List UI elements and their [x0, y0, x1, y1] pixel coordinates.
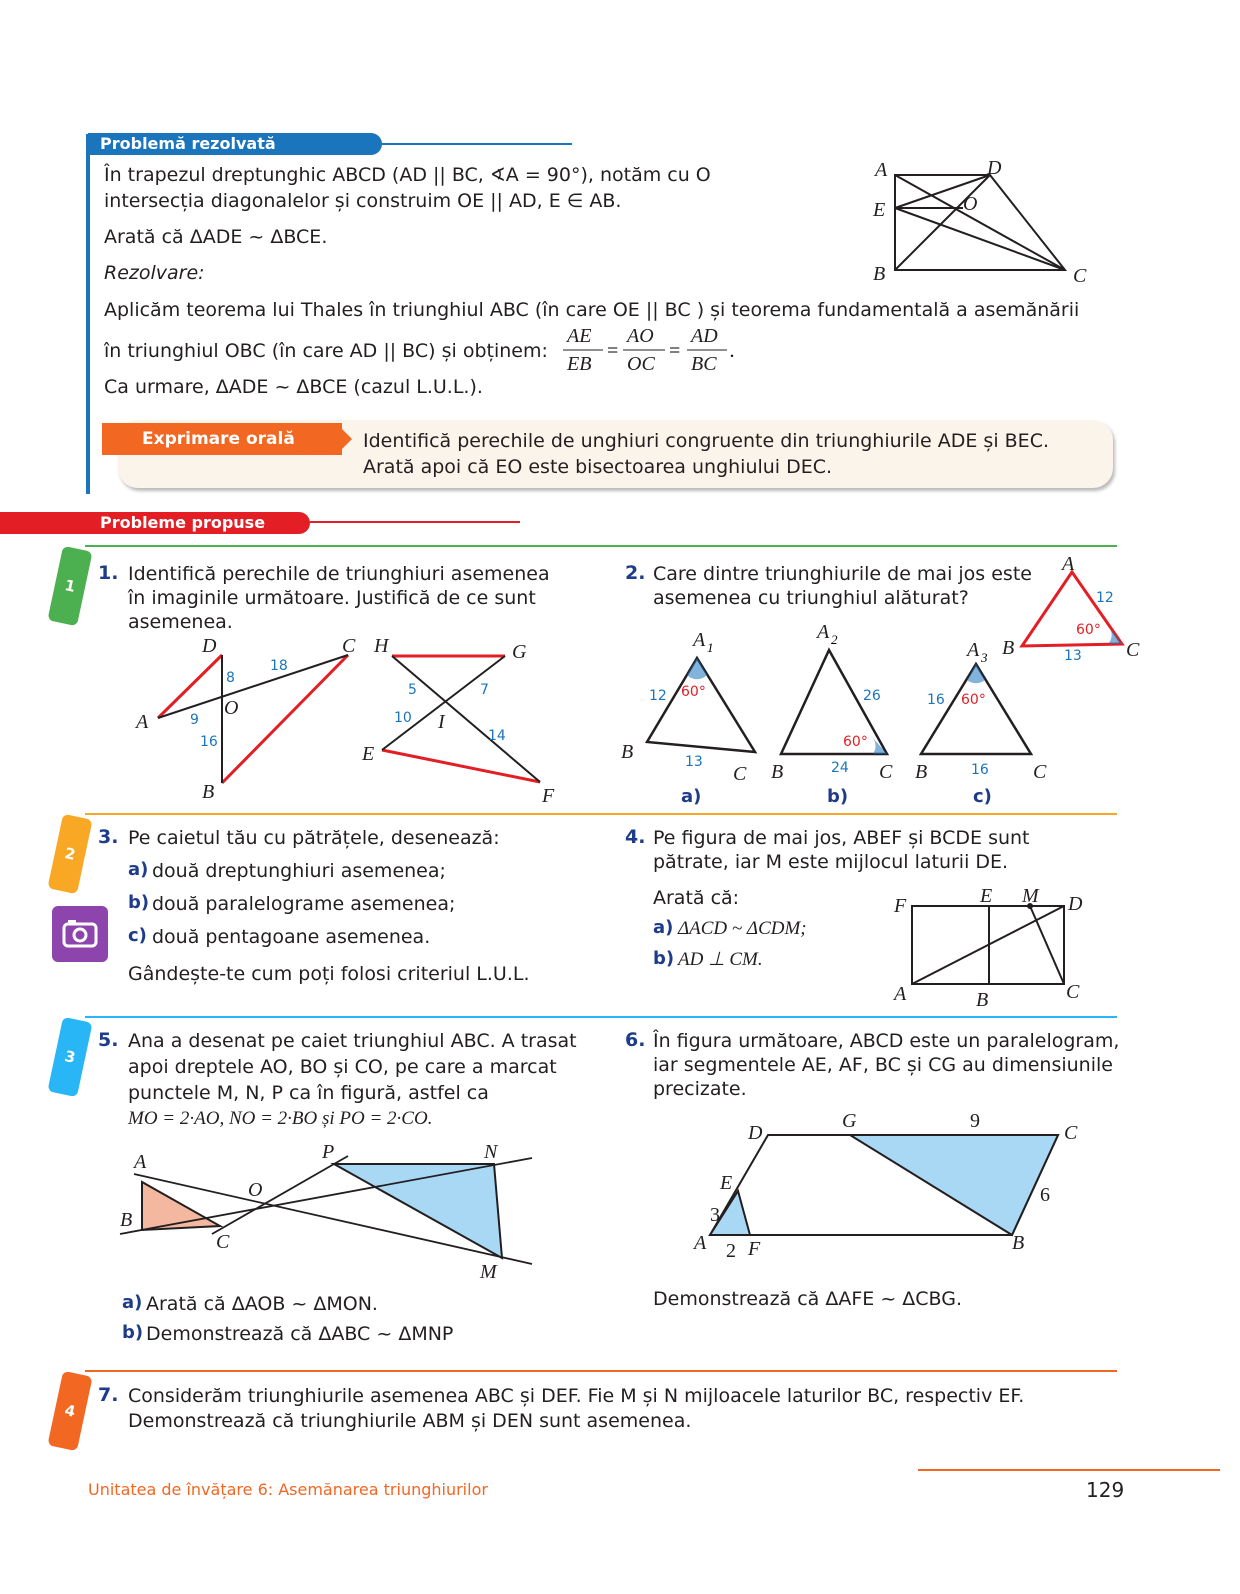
- p2-ref-angle: 60°: [1076, 622, 1101, 638]
- p1f2-h: H: [374, 635, 389, 657]
- svg-text:=: =: [669, 340, 681, 362]
- p1f2-n5: 5: [408, 682, 417, 698]
- p6-n6: 6: [1040, 1184, 1050, 1206]
- proposed-header-rule: [310, 521, 520, 523]
- level1-crayon: [47, 546, 92, 627]
- solved-fractions: [555, 320, 745, 378]
- p6-text2: iar segmentele AE, AF, BC și CG au dimensiunile: [653, 1054, 1113, 1076]
- p2-triangles: [615, 620, 1095, 810]
- solved-line1: În trapezul dreptunghic ABCD (AD || BC, ∢A = 90°), notăm cu O: [104, 164, 711, 186]
- p6-n9: 9: [970, 1110, 980, 1132]
- frac-ad: AD: [691, 325, 718, 347]
- p1f2-g: G: [512, 641, 527, 663]
- level1-number: 1: [63, 576, 77, 596]
- solved-left-rule: [86, 134, 90, 494]
- level4-rule: [85, 1370, 1117, 1372]
- trap-label-c: C: [1073, 265, 1087, 287]
- trap-label-d: D: [987, 157, 1002, 179]
- p6-text1: În figura următoare, ABCD este un paralelogram,: [653, 1030, 1120, 1052]
- proposed-header-text: Probleme propuse: [100, 513, 266, 532]
- p2a-sub: 1: [707, 640, 714, 655]
- p2b-top: A: [817, 621, 830, 643]
- trap-label-b: B: [873, 263, 886, 285]
- page-number: 129: [1086, 1478, 1125, 1502]
- frac-eb: EB: [567, 353, 592, 375]
- solved-line6: Ca urmare, ΔADE ~ ΔBCE (cazul L.U.L.).: [104, 376, 483, 398]
- trap-label-e: E: [873, 199, 886, 221]
- solved-line5: în triunghiul OBC (în care AD || BC) și obținem:: [104, 340, 548, 362]
- p2c-n16b: 16: [971, 762, 989, 778]
- p4-text1: Pe figura de mai jos, ABEF și BCDE sunt: [653, 827, 1030, 849]
- solved-header-rule: [380, 143, 572, 145]
- p6-f: F: [748, 1238, 761, 1260]
- p1f1-n16: 16: [200, 734, 218, 750]
- p5-b: Demonstrează că ΔABC ~ ΔMNP: [146, 1323, 454, 1345]
- p1f2-n14: 14: [488, 728, 506, 744]
- p2c-sub: 3: [981, 650, 988, 665]
- p1f2-n10: 10: [394, 710, 412, 726]
- p1-text3: asemenea.: [128, 611, 233, 633]
- p1f1-o: O: [224, 697, 239, 719]
- p6-d: D: [748, 1122, 763, 1144]
- p5-m: M: [480, 1261, 497, 1283]
- trap-label-a: A: [875, 159, 888, 181]
- trap-label-o: O: [963, 193, 978, 215]
- oral-label: Exprimare orală: [102, 423, 342, 455]
- p4-a: ΔACD ~ ΔCDM;: [678, 918, 807, 939]
- p5-text3: punctele M, N, P ca în figură, astfel ca: [128, 1082, 489, 1104]
- p2b-left: B: [771, 761, 784, 783]
- p6-g: G: [842, 1110, 857, 1132]
- level4-crayon: [47, 1371, 92, 1452]
- p2b-n26: 26: [863, 688, 881, 704]
- level2-number: 2: [63, 844, 77, 864]
- oral-line2: Arată apoi că EO este bisectoarea unghiului DEC.: [363, 456, 833, 478]
- p2-number: 2.: [625, 562, 646, 584]
- p4-a-label: a): [653, 917, 674, 938]
- level3-number: 3: [63, 1047, 77, 1067]
- p4-b-pt: B: [976, 989, 989, 1010]
- p1f2-f: F: [542, 785, 555, 807]
- p5-a-label: a): [122, 1292, 143, 1313]
- oral-line1: Identifică perechile de unghiuri congruente din triunghiurile ADE și BEC.: [363, 430, 1049, 452]
- p1f1-a: A: [136, 711, 149, 733]
- p5-figure: [112, 1138, 552, 1288]
- p1f1-d: D: [202, 635, 217, 657]
- p3-hint: Gândește-te cum poți folosi criteriul L.U.L.: [128, 963, 530, 985]
- p2-text1: Care dintre triunghiurile de mai jos este: [653, 563, 1032, 585]
- p4-m: M: [1022, 885, 1039, 907]
- p6-number: 6.: [625, 1029, 646, 1051]
- p3-b-label: b): [128, 892, 150, 913]
- level2-rule: [85, 813, 1117, 815]
- p7-text2: Demonstrează că triunghiurile ABM și DEN sunt asemenea.: [128, 1410, 692, 1432]
- p2a-n13: 13: [685, 754, 703, 770]
- p1-text1: Identifică perechile de triunghiuri asemenea: [128, 563, 550, 585]
- p2a-right: C: [733, 763, 747, 785]
- p4-d: D: [1068, 893, 1083, 915]
- camera-icon: [52, 906, 108, 962]
- p5-a: Arată că ΔAOB ~ ΔMON.: [146, 1293, 378, 1315]
- p7-number: 7.: [98, 1384, 119, 1406]
- p5-b-label: b): [122, 1322, 144, 1343]
- p2c-caption: c): [973, 786, 992, 807]
- p2a-angle: 60°: [681, 684, 706, 700]
- frac-ao: AO: [627, 325, 654, 347]
- p2-ref-n12: 12: [1096, 590, 1114, 606]
- p1f2-n7: 7: [480, 682, 489, 698]
- p4-number: 4.: [625, 826, 646, 848]
- p4-c-pt: C: [1066, 981, 1080, 1003]
- p5-c: C: [216, 1231, 230, 1253]
- p5-o: O: [248, 1179, 263, 1201]
- p1f2-i: I: [438, 711, 445, 733]
- p6-a: A: [694, 1232, 707, 1254]
- level1-rule: [85, 545, 1117, 547]
- p1-text2: în imaginile următoare. Justifică de ce sunt: [128, 587, 536, 609]
- solved-rezolvare: Rezolvare:: [104, 262, 205, 284]
- solved-line4: Aplicăm teorema lui Thales în triunghiul ABC (în care OE || BC ) și teorema fundamentală a asemănării: [104, 299, 1080, 321]
- p2c-angle: 60°: [961, 692, 986, 708]
- p5-text2: apoi dreptele AO, BO și CO, pe care a marcat: [128, 1056, 557, 1078]
- p4-e: E: [980, 885, 993, 907]
- p3-c: două pentagoane asemenea.: [152, 926, 431, 948]
- level3-rule: [85, 1016, 1117, 1018]
- p2-ref-n13: 13: [1064, 648, 1082, 664]
- p4-b: AD ⊥ CM.: [678, 949, 763, 970]
- p1f1-n18: 18: [270, 658, 288, 674]
- trapezoid-figure: [865, 150, 1105, 290]
- level4-number: 4: [63, 1401, 77, 1421]
- solved-header: Problemă rezolvată: [88, 133, 382, 155]
- svg-text:.: .: [730, 340, 735, 362]
- p2b-caption: b): [827, 786, 849, 807]
- p2-ref-c: C: [1126, 639, 1140, 661]
- p6-b: B: [1012, 1232, 1025, 1254]
- solved-line3: Arată că ΔADE ~ ΔBCE.: [104, 226, 328, 248]
- p1-figure: [130, 630, 580, 810]
- p5-p: P: [322, 1141, 335, 1163]
- p4-f: F: [894, 895, 907, 917]
- p2a-top: A: [693, 629, 706, 651]
- p4-show: Arată că:: [653, 887, 740, 909]
- p3-text: Pe caietul tău cu pătrățele, desenează:: [128, 827, 500, 849]
- frac-bc: BC: [691, 353, 717, 375]
- p5-a: A: [134, 1151, 147, 1173]
- p2b-angle: 60°: [843, 734, 868, 750]
- p2b-n24: 24: [831, 760, 849, 776]
- p3-b: două paralelograme asemenea;: [152, 893, 456, 915]
- p3-c-label: c): [128, 925, 147, 946]
- level2-crayon: [47, 814, 92, 895]
- p6-n2: 2: [726, 1240, 736, 1262]
- p1f1-n9: 9: [190, 712, 199, 728]
- p5-text1: Ana a desenat pe caiet triunghiul ABC. A trasat: [128, 1030, 577, 1052]
- level3-crayon: [47, 1017, 92, 1098]
- p4-text2: pătrate, iar M este mijlocul laturii DE.: [653, 851, 1009, 873]
- solved-line2: intersecția diagonalelor și construim OE || AD, E ∈ AB.: [104, 190, 622, 212]
- frac-oc: OC: [627, 353, 655, 375]
- p5-b: B: [120, 1209, 133, 1231]
- p5-text4: MO = 2·AO, NO = 2·BO și PO = 2·CO.: [128, 1108, 433, 1129]
- oral-chevrons: [302, 423, 358, 455]
- p1-number: 1.: [98, 562, 119, 584]
- p1f1-c: C: [342, 635, 356, 657]
- p4-a-pt: A: [894, 983, 907, 1005]
- p6-e: E: [720, 1172, 733, 1194]
- footer-rule: [918, 1469, 1220, 1471]
- p2a-caption: a): [681, 786, 702, 807]
- p2a-n12: 12: [649, 688, 667, 704]
- p6-task: Demonstrează că ΔAFE ~ ΔCBG.: [653, 1288, 963, 1310]
- p1f2-e: E: [362, 743, 375, 765]
- frac-ae: AE: [567, 325, 592, 347]
- p2c-left: B: [915, 761, 928, 783]
- p6-c: C: [1064, 1122, 1078, 1144]
- svg-text:=: =: [607, 340, 619, 362]
- p2c-right: C: [1033, 761, 1047, 783]
- p2b-sub: 2: [831, 632, 838, 647]
- p2a-left: B: [621, 741, 634, 763]
- p3-number: 3.: [98, 826, 119, 848]
- p2b-right: C: [879, 761, 893, 783]
- p3-a: două dreptunghiuri asemenea;: [152, 860, 446, 882]
- p2c-top: A: [967, 639, 980, 661]
- p5-n: N: [484, 1141, 498, 1163]
- p2-ref-b: B: [1002, 637, 1015, 659]
- p1f1-b: B: [202, 781, 215, 803]
- p2-ref-a: A: [1062, 553, 1075, 575]
- p7-text1: Considerăm triunghiurile asemenea ABC și DEF. Fie M și N mijloacele laturilor BC, respectiv EF.: [128, 1385, 1025, 1407]
- p6-text3: precizate.: [653, 1078, 747, 1100]
- p2-text2: asemenea cu triunghiul alăturat?: [653, 587, 969, 609]
- p5-number: 5.: [98, 1029, 119, 1051]
- p6-n3: 3: [710, 1204, 720, 1226]
- p6-figure: [690, 1105, 1100, 1265]
- p2c-n16a: 16: [927, 692, 945, 708]
- p1f1-n8: 8: [226, 670, 235, 686]
- p4-b-label: b): [653, 948, 675, 969]
- p4-figure: [890, 880, 1100, 1010]
- p3-a-label: a): [128, 859, 149, 880]
- footer-unit: Unitatea de învățare 6: Asemănarea triunghiurilor: [88, 1480, 488, 1499]
